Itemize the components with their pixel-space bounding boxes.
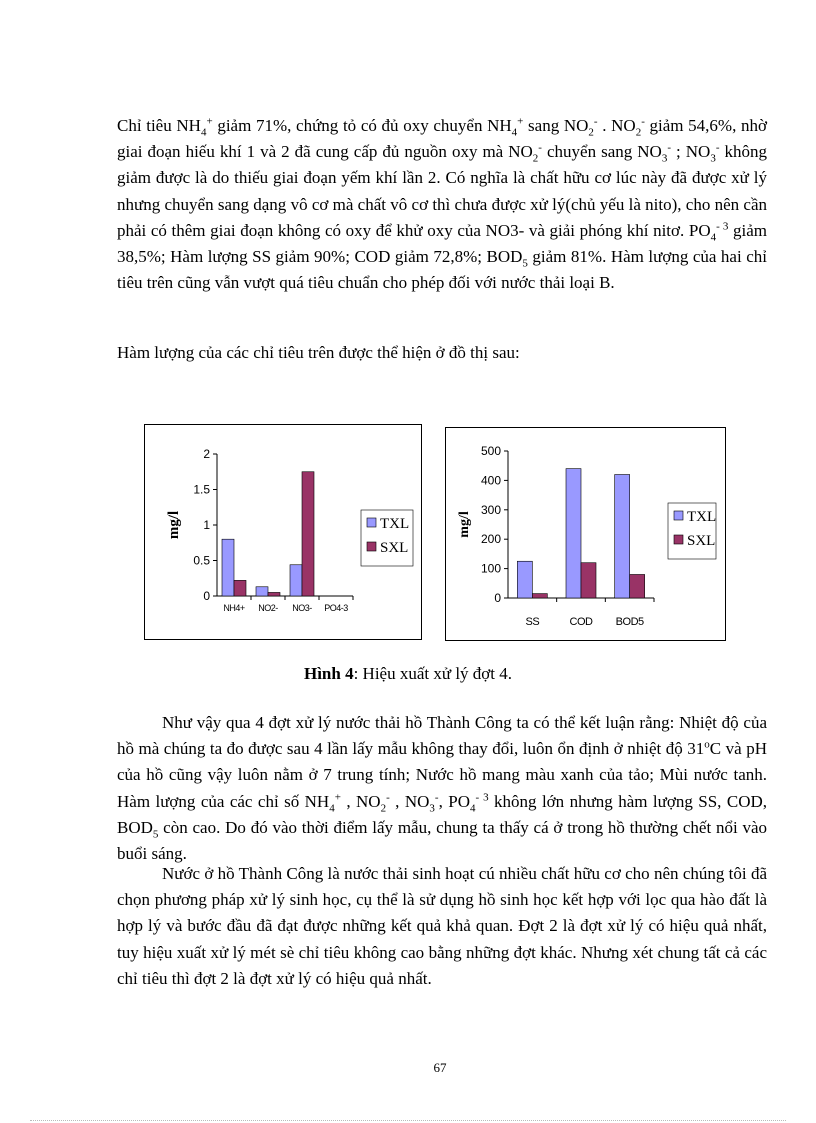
subscript: 2	[532, 152, 539, 165]
x-category-label: COD	[569, 616, 593, 628]
subscript: 2	[588, 126, 594, 139]
legend-label-txl: TXL	[687, 509, 717, 525]
superscript: -	[386, 790, 390, 803]
superscript: - 3	[716, 220, 729, 233]
subscript: 5	[152, 828, 159, 841]
y-tick-label: 200	[480, 532, 501, 547]
bar-txl-0	[222, 539, 234, 596]
text-run: giảm 81%. Hàm lượng của hai chỉ tiêu trên cũng vẫn vượt quá tiêu chuẩn cho phép đối với nước thải loại B.	[117, 247, 767, 293]
y-tick-label: 100	[480, 561, 501, 576]
caption-text: : Hiệu xuất xử lý đợt 4.	[353, 664, 513, 683]
superscript: -	[667, 141, 671, 154]
text-run: chuyển sang NO	[541, 142, 662, 162]
x-category-label: BOD5	[615, 616, 644, 628]
subscript: 2	[635, 126, 642, 139]
x-category-label: NO3-	[292, 603, 312, 613]
paragraph-4: Nước ở hồ Thành Công là nước thải sinh hoạt cú nhiều chất hữu cơ cho nên chúng tôi đã chọn phương pháp xử lý sinh học, cụ thể là sử dụng hồ sinh học kết hợp với lọc qua hào đất là hợp lý và bước đầu đã đạt được những kết quả khả quan. Đợt 2 là đợt xử lý có hiệu quả nhất, tuy hiệu xuất xử lý mét sè chỉ tiêu không cao bằng những đợt khác. Nhưng xét chung tất cả các chỉ tiêu thì đợt 2 là đợt xử lý có hiệu quả nhất.	[117, 864, 767, 988]
subscript: 2	[380, 802, 387, 814]
text-run: sang NO	[523, 116, 589, 135]
legend-label-txl: TXL	[380, 516, 410, 532]
caption-label: Hình 4	[303, 664, 354, 683]
y-tick-label: 300	[480, 502, 501, 517]
superscript: -	[715, 141, 720, 154]
paragraph-1	[117, 113, 767, 296]
text-run: Chỉ tiêu NH	[117, 116, 201, 135]
superscript: -	[641, 115, 645, 128]
bar-txl-1	[256, 587, 268, 596]
y-tick-label: 0	[203, 589, 210, 603]
bar-txl-2	[290, 565, 302, 596]
subscript: 5	[522, 257, 528, 270]
text-run: , NO	[389, 791, 430, 811]
paragraph-2: Hàm lượng của các chỉ tiêu trên được thể hiện ở đồ thị sau:	[117, 343, 520, 362]
x-category-label: NH4+	[223, 603, 245, 613]
paragraph-3	[117, 710, 767, 867]
legend-swatch-sxl	[674, 535, 683, 544]
text-run: . NO	[597, 116, 636, 135]
y-tick-label: 0.5	[193, 553, 210, 568]
chart-2-frame	[445, 427, 726, 641]
legend-swatch-txl	[674, 511, 683, 520]
chart-1-frame	[144, 424, 422, 640]
x-category-label: NO2-	[258, 603, 278, 613]
subscript: 4	[710, 231, 717, 244]
superscript: +	[517, 115, 524, 128]
y-tick-label: 1	[203, 518, 210, 532]
chart-2	[446, 428, 725, 640]
bar-txl-2	[615, 475, 630, 598]
figure-caption	[0, 664, 816, 684]
bar-txl-1	[566, 469, 581, 598]
text-run: , NO	[340, 791, 381, 811]
legend-label-sxl: SXL	[687, 533, 716, 549]
bar-sxl-0	[532, 594, 547, 598]
bar-sxl-0	[234, 580, 246, 596]
text-run: không lớn nhưng hàm lượng SS, COD, BOD	[117, 791, 767, 837]
y-axis-label: mg/l	[166, 510, 182, 540]
text-run: giảm 54,6%, nhờ giai đoạn hiếu khí 1 và 2 đã cung cấp đủ nguồn oxy mà NO	[117, 116, 767, 162]
text-run: không giảm được là do thiếu giai đoạn yếm khí lần 2. Có nghĩa là chất hữu cơ lúc này đã được xử lý nhưng chuyển sang dạng vô cơ mà chất vô cơ thì chưa được xử lý(chủ yếu là nito), cho nên cần phải có thêm giai đoạn không có oxy để khử oxy của NO3- và giải phóng khí nitơ. PO	[117, 142, 767, 240]
bar-sxl-2	[630, 574, 645, 598]
y-tick-label: 500	[480, 444, 501, 458]
page-number: 67	[433, 1060, 447, 1075]
legend-swatch-sxl	[367, 542, 376, 551]
chart-1	[145, 425, 421, 639]
superscript: -	[434, 790, 439, 803]
superscript: - 3	[475, 790, 489, 803]
page-bottom-rule	[30, 1120, 786, 1121]
subscript: 3	[710, 152, 716, 165]
text-run: ; NO	[671, 142, 711, 162]
subscript: 4	[329, 802, 335, 814]
superscript: o	[704, 738, 710, 751]
text-run: còn cao. Do đó vào thời điểm lấy mẫu, chung ta thấy cá ở trong hồ thường chết nổi vào buổi sáng.	[117, 817, 767, 864]
bar-txl-0	[517, 561, 532, 598]
legend-swatch-txl	[367, 518, 376, 527]
subscript: 3	[429, 802, 435, 814]
text-run: C và pH của hồ cũng vậy luôn nằm ở 7 trung tính; Nước hồ mang màu xanh của tảo; Mùi nước tanh. Hàm lượng của các chỉ số NH	[117, 739, 767, 811]
superscript: +	[206, 115, 213, 128]
bar-sxl-1	[581, 563, 596, 598]
subscript: 3	[661, 152, 668, 165]
superscript: -	[593, 115, 598, 128]
legend-label-sxl: SXL	[380, 540, 409, 556]
superscript: +	[334, 790, 341, 803]
subscript: 4	[200, 126, 207, 139]
y-tick-label: 1.5	[193, 482, 210, 497]
text-run: Như vậy qua 4 đợt xử lý nước thải hồ Thành Công ta có thể kết luận rằng: Nhiệt độ của hồ mà chúng ta đo được sau 4 lần lấy mẫu không thay đổi, luôn ổn định ở nhiệt độ 31	[117, 713, 767, 759]
bar-sxl-2	[302, 472, 314, 596]
x-category-label: PO4-3	[324, 603, 348, 613]
x-category-label: SS	[525, 616, 540, 628]
y-tick-label: 400	[480, 473, 501, 488]
y-tick-label: 0	[494, 591, 501, 605]
subscript: 4	[470, 802, 476, 814]
bar-sxl-1	[268, 592, 280, 596]
y-tick-label: 2	[203, 447, 210, 461]
subscript: 4	[511, 126, 518, 139]
y-axis-label: mg/l	[457, 511, 472, 538]
text-run: giảm 38,5%; Hàm lượng SS giảm 90%; COD giảm 72,8%; BOD	[117, 220, 767, 267]
superscript: -	[538, 141, 542, 154]
text-run: , PO	[438, 791, 470, 811]
text-run: giảm 71%, chứng tỏ có đủ oxy chuyển NH	[212, 116, 512, 135]
